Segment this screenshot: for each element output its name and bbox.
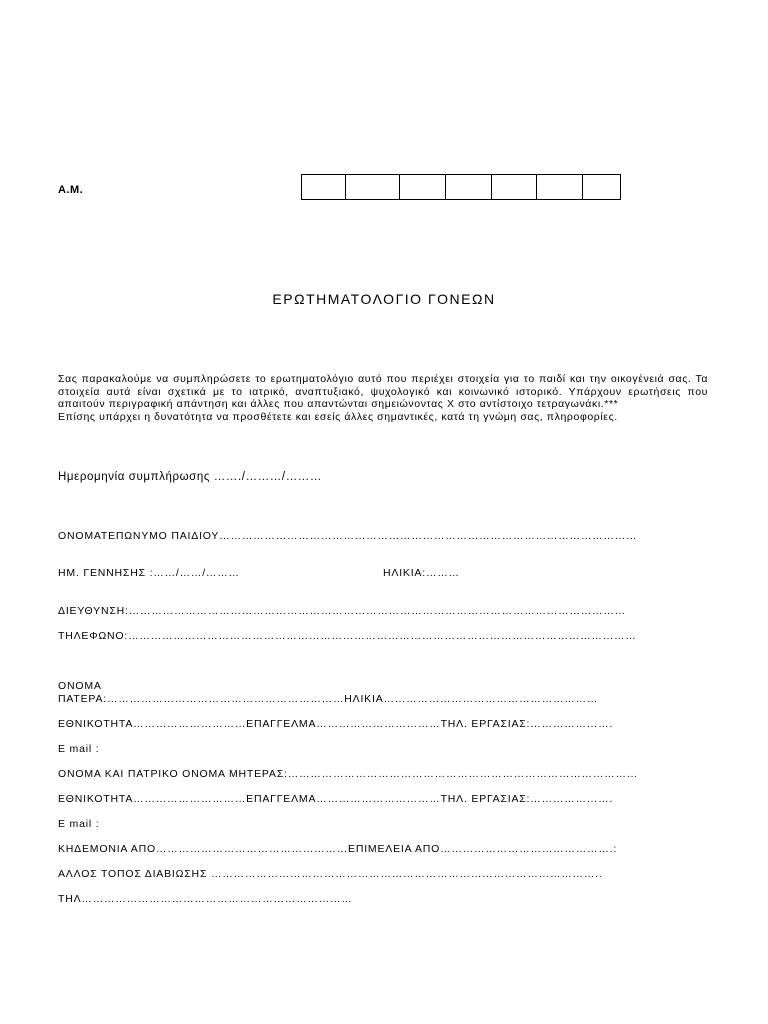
mother-email-field: E mail : — [58, 818, 100, 830]
am-box[interactable] — [400, 175, 446, 199]
mother-name-field: ΟΝΟΜΑ ΚΑΙ ΠΑΤΡΙΚΟ ΟΝΟΜΑ ΜΗΤΕΡΑΣ:………………………………………………………………………………… — [58, 768, 639, 780]
birth-date-field: ΗΜ. ΓΕΝΝΗΣΗΣ :……/……/……… — [58, 567, 240, 579]
page-title: ΕΡΩΤΗΜΑΤΟΛΟΓΙΟ ΓΟΝΕΩΝ — [272, 291, 496, 307]
father-name-age-field: ΠΑΤΕΡΑ:………………………………………………………ΗΛΙΚΙΑ………………………………………………… — [58, 693, 599, 705]
am-box[interactable] — [302, 175, 346, 199]
child-name-field: ΟΝΟΜΑΤΕΠΩΝΥΜΟ ΠΑΙΔΙΟΥ………………………………………………………………………………………………… — [58, 530, 638, 542]
am-label: Α.Μ. — [58, 184, 84, 196]
completion-date-field: Ημερομηνία συμπλήρωσης ……./………/……… — [58, 471, 322, 483]
father-email-field: E mail : — [58, 743, 100, 755]
age-field: ΗΛΙΚΙΑ:……… — [383, 567, 460, 579]
am-box[interactable] — [492, 175, 537, 199]
am-number-boxes — [301, 174, 621, 200]
intro-text-extra: Επίσης υπάρχει η δυνατότητα να προσθέτετε και εσείς άλλες σημαντικές, κατά τη γνώμη σας, πληροφορίες. — [58, 410, 618, 423]
am-box[interactable] — [346, 175, 400, 199]
intro-text: Σας παρακαλούμε να συμπληρώσετε το ερωτηματολόγιο αυτό που περιέχει στοιχεία για το παιδί και την οικογένειά σας. Τα στοιχεία αυτά είναι σχετικά με το ιατρικό, αναπτυξιακό, ψυχολογικό και κοινωνικό ιστορικό. Υπάρχουν ερωτήσεις που απαιτούν περιγραφική απάντηση και άλλες που απαντώνται σημειώνοντας Χ στο αντίστοιχο τετραγωνάκι.*** — [58, 373, 708, 410]
am-box[interactable] — [446, 175, 492, 199]
father-name-label: ΟΝΟΜΑ — [58, 680, 102, 692]
intro-paragraph — [58, 373, 708, 423]
phone-field: ΤΗΛΕΦΩΝΟ:……………………………………………………………………………………………………………………… — [58, 630, 637, 642]
am-box[interactable] — [583, 175, 620, 199]
am-box[interactable] — [537, 175, 583, 199]
father-details-field: ΕΘΝΙΚΟΤΗΤΑ…………………………ΕΠΑΓΓΕΛΜΑ……………………………ΤΗΛ. ΕΡΓΑΣΙΑΣ:…………………. — [58, 718, 614, 730]
other-residence-field: ΑΛΛΟΣ ΤΟΠΟΣ ΔΙΑΒΙΩΣΗΣ ………………………………………………………………………………………….. — [58, 868, 603, 880]
mother-details-field: ΕΘΝΙΚΟΤΗΤΑ…………………………ΕΠΑΓΓΕΛΜΑ……………………………ΤΗΛ. ΕΡΓΑΣΙΑΣ:…………………. — [58, 793, 614, 805]
custody-field: ΚΗΔΕΜΟΝΙΑ ΑΠΟ……………………………………………ΕΠΙΜΕΛΕΙΑ ΑΠΟ……………………………………….: — [58, 843, 618, 855]
other-phone-field: ΤΗΛ……………………………………………………………… — [58, 893, 353, 905]
address-field: ΔΙΕΥΘΥΝΣΗ:…………………………………………………………………………………………………………………… — [58, 605, 626, 617]
